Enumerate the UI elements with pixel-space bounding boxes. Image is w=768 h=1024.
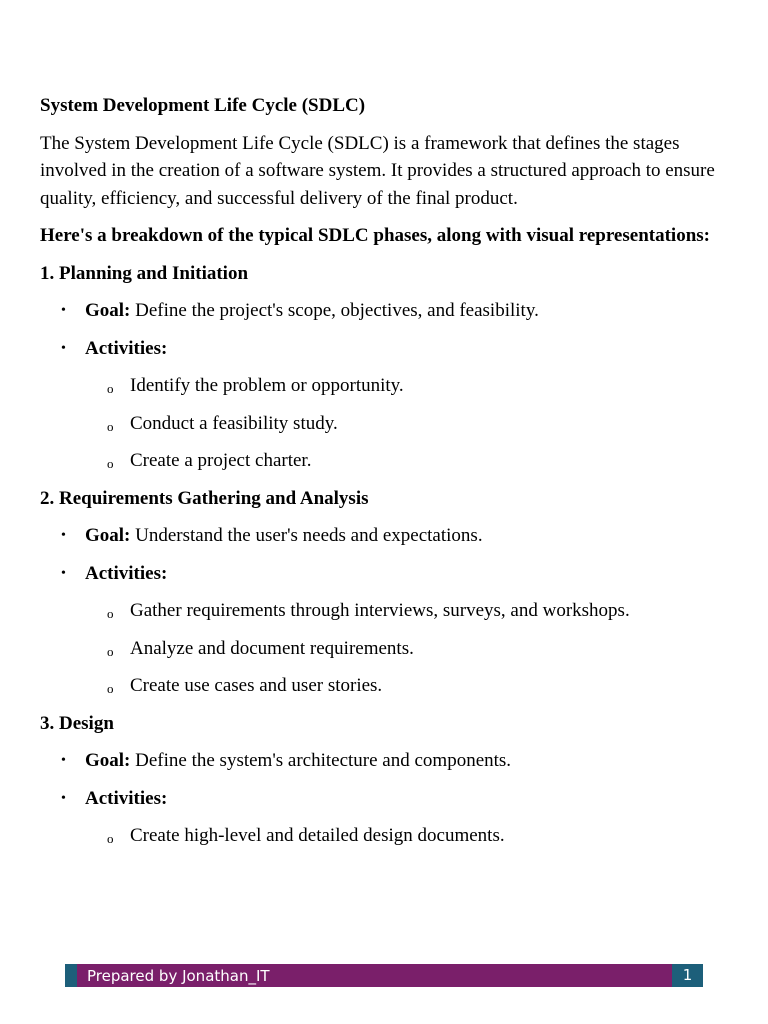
- bullet-icon: •: [61, 753, 66, 768]
- bullet-icon: •: [61, 303, 66, 318]
- bullet-icon: •: [61, 340, 66, 356]
- activity-text: Analyze and document requirements.: [130, 637, 414, 659]
- phase-2-heading: 2. Requirements Gathering and Analysis: [40, 487, 369, 509]
- activities-label: Activities:: [85, 562, 168, 584]
- sub-bullet-icon: o: [107, 831, 114, 846]
- list-item: [40, 635, 720, 663]
- activity-text: Create high-level and detailed design documents.: [130, 825, 505, 846]
- activity-text: Conduct a feasibility study.: [130, 412, 338, 434]
- phase-3-activities: [40, 785, 720, 813]
- footer-text: Prepared by Jonathan_IT: [87, 966, 270, 985]
- document-title: System Development Life Cycle (SDLC): [40, 95, 366, 116]
- goal-label: Goal:: [85, 750, 131, 771]
- phase-2-list: [40, 522, 720, 700]
- sub-bullet-icon: o: [107, 643, 114, 659]
- page-number: 1: [672, 964, 703, 987]
- list-item: [40, 372, 720, 400]
- phase-1-goal: [40, 297, 720, 325]
- goal-label: Goal:: [85, 525, 131, 546]
- footer-accent-bar: [65, 964, 77, 987]
- list-item: [40, 410, 720, 438]
- goal-text: Define the system's architecture and components.: [135, 750, 512, 771]
- list-item: [40, 672, 720, 700]
- phase-1-activities: [40, 335, 720, 363]
- breakdown-heading: Here's a breakdown of the typical SDLC phases, along with visual representations:: [40, 225, 710, 246]
- bullet-icon: •: [61, 565, 66, 581]
- sub-bullet-icon: o: [107, 381, 114, 396]
- list-item: [40, 597, 720, 625]
- goal-label: Goal:: [85, 300, 131, 321]
- phase-2-activities: [40, 560, 720, 588]
- document-page: [40, 92, 720, 860]
- activities-label: Activities:: [85, 787, 168, 809]
- activity-text: Gather requirements through interviews, surveys, and workshops.: [130, 600, 630, 621]
- phase-3-goal: [40, 747, 720, 775]
- goal-text: Understand the user's needs and expectations.: [135, 525, 483, 546]
- phase-3-heading: 3. Design: [40, 712, 114, 734]
- page-footer: [65, 964, 703, 987]
- list-item: [40, 822, 720, 850]
- goal-text: Define the project's scope, objectives, and feasibility.: [135, 300, 539, 321]
- list-item: [40, 447, 720, 475]
- bullet-icon: •: [61, 790, 66, 806]
- sub-bullet-icon: o: [107, 418, 114, 434]
- activity-text: Create a project charter.: [130, 450, 312, 471]
- phase-3-list: [40, 747, 720, 850]
- phase-2-goal: [40, 522, 720, 550]
- sub-bullet-icon: o: [107, 606, 114, 621]
- sub-bullet-icon: o: [107, 681, 114, 696]
- bullet-icon: •: [61, 528, 66, 543]
- activity-text: Identify the problem or opportunity.: [130, 375, 404, 396]
- activities-label: Activities:: [85, 337, 168, 359]
- sub-bullet-icon: o: [107, 456, 114, 471]
- activity-text: Create use cases and user stories.: [130, 675, 383, 696]
- phase-1-list: [40, 297, 720, 475]
- phase-1-heading: 1. Planning and Initiation: [40, 262, 249, 284]
- intro-paragraph: The System Development Life Cycle (SDLC) is a framework that defines the stages involved in the creation of a software system. It provides a structured approach to ensure quality, efficiency, and successful delivery of the final product.: [40, 132, 715, 209]
